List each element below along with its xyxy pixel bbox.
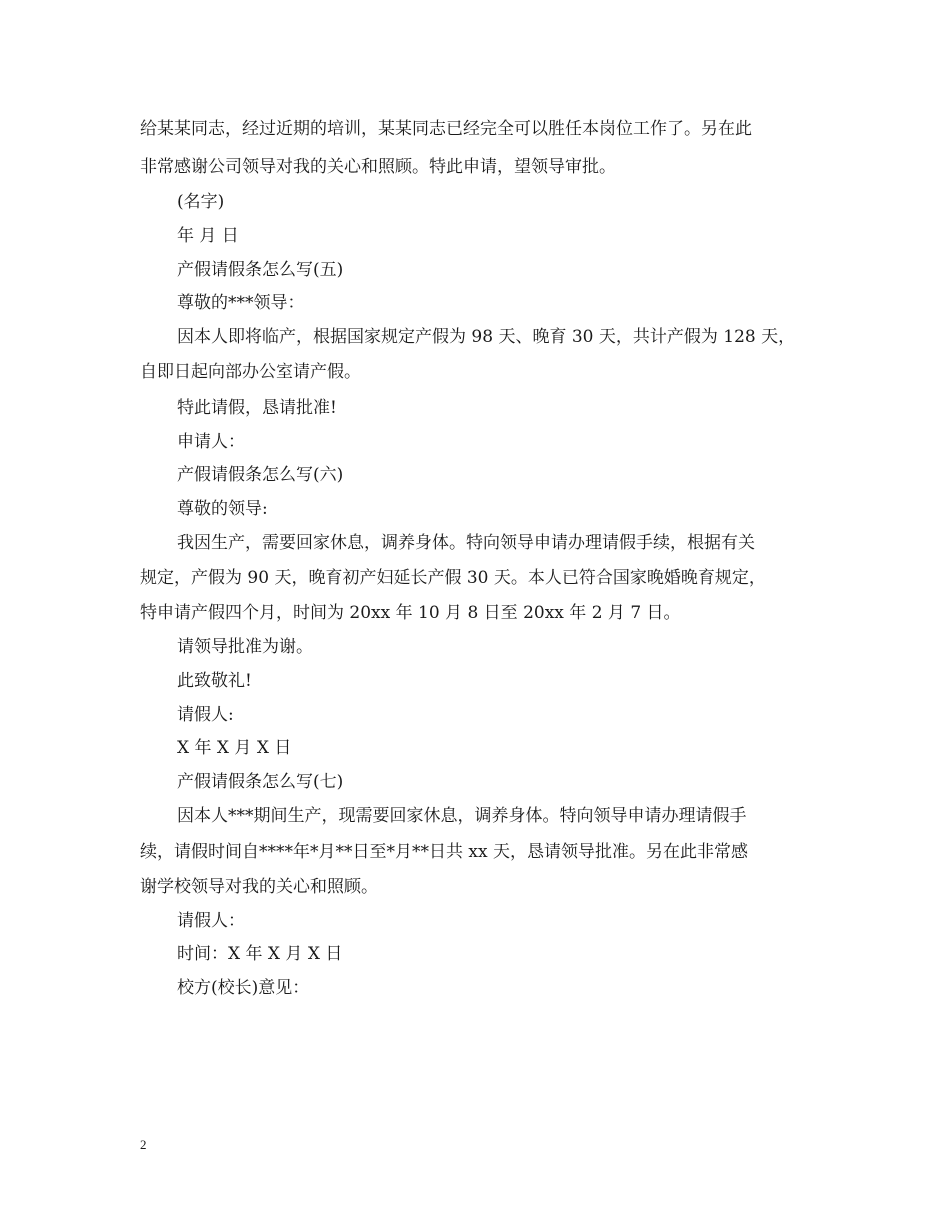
text-line: 我因生产，需要回家休息，调养身体。特向领导申请办理请假手续，根据有关	[177, 533, 755, 553]
text-line: 因本人即将临产，根据国家规定产假为 98 天、晚育 30 天，共计产假为 128 天，	[177, 327, 796, 347]
text-line: 谢学校领导对我的关心和照顾。	[140, 877, 378, 897]
text-line: 自即日起向部办公室请产假。	[140, 362, 361, 382]
section-heading: 产假请假条怎么写(六)	[177, 465, 344, 485]
text-line: 年 月 日	[177, 226, 239, 246]
text-line: (名字)	[177, 192, 225, 212]
text-line: X 年 X 月 X 日	[177, 738, 292, 758]
text-line: 申请人：	[177, 432, 245, 452]
text-line: 续，请假时间自****年*月**日至*月**日共 xx 天，恳请领导批准。另在此非常感	[140, 842, 748, 862]
text-line: 校方(校长)意见：	[177, 978, 310, 998]
text-line: 尊敬的领导:	[177, 499, 268, 519]
text-line: 规定，产假为 90 天，晚育初产妇延长产假 30 天。本人已符合国家晚婚晚育规定，	[140, 568, 766, 588]
text-line: 此致敬礼!	[177, 671, 252, 691]
text-line: 特申请产假四个月，时间为 20xx 年 10 月 8 日至 20xx 年 2 月 7 日。	[140, 603, 681, 623]
text-line: 请假人:	[177, 705, 234, 725]
text-line: 非常感谢公司领导对我的关心和照顾。特此申请，望领导审批。	[140, 157, 616, 177]
text-line: 尊敬的***领导：	[177, 293, 305, 313]
text-line: 因本人***期间生产，现需要回家休息，调养身体。特向领导申请办理请假手	[177, 806, 747, 826]
text-line: 请领导批准为谢。	[177, 637, 313, 657]
section-heading: 产假请假条怎么写(七)	[177, 772, 344, 792]
text-line: 给某某同志，经过近期的培训，某某同志已经完全可以胜任本岗位工作了。另在此	[140, 119, 752, 139]
page-number: 2	[140, 1137, 147, 1152]
section-heading: 产假请假条怎么写(五)	[177, 260, 344, 280]
text-line: 时间：X 年 X 月 X 日	[177, 944, 343, 964]
text-line: 请假人：	[177, 911, 245, 931]
text-line: 特此请假，恳请批准!	[177, 398, 337, 418]
